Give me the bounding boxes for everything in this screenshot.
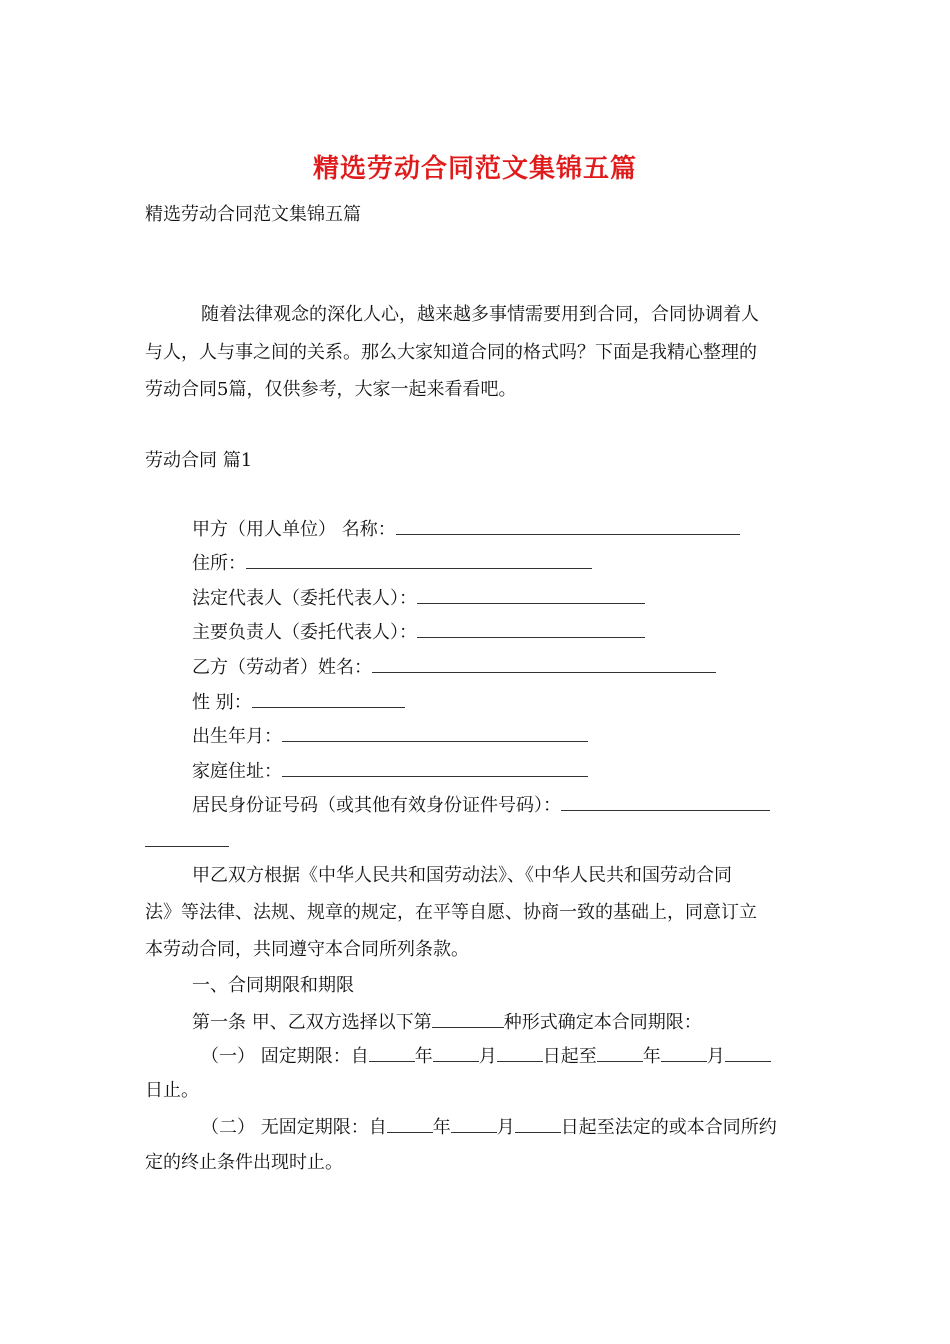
field-id-number (192, 792, 770, 818)
field-party-a-name (192, 516, 740, 542)
field-label: 住所： (192, 553, 246, 574)
document-subtitle: 精选劳动合同范文集锦五篇 (145, 204, 361, 225)
blank-line (661, 1043, 707, 1062)
section-heading: 劳动合同 篇1 (145, 450, 253, 471)
blank-line (433, 1043, 479, 1062)
field-label: 甲方（用人单位） 名称： (192, 519, 396, 540)
preamble-line-1: 甲乙双方根据《中华人民共和国劳动法》、《中华人民共和国劳动合同 (192, 865, 732, 886)
field-address (192, 550, 592, 576)
month-label: 月 (496, 1117, 515, 1138)
blank-line (597, 1043, 643, 1062)
blank-line (145, 828, 229, 847)
year-label: 年 (414, 1046, 433, 1067)
document-title: 精选劳动合同范文集锦五篇 (312, 154, 637, 184)
field-principal (192, 619, 645, 645)
blank-line (372, 654, 716, 673)
option-one-end: 日止。 (145, 1080, 199, 1101)
year-label: 年 (432, 1117, 451, 1138)
option-two-rest: 日起至法定的或本合同所约 (560, 1117, 777, 1138)
intro-line-2: 与人，人与事之间的关系。那么大家知道合同的格式吗？下面是我精心整理的 (145, 342, 757, 363)
option-two (201, 1114, 777, 1140)
field-gender (192, 689, 405, 715)
chapter-one-heading: 一、合同期限和期限 (192, 975, 354, 996)
field-label: 居民身份证号码（或其他有效身份证件号码）： (192, 795, 561, 816)
month-label: 月 (478, 1046, 497, 1067)
blank-line (282, 758, 588, 777)
field-party-b-name (192, 654, 716, 680)
blank-line (561, 792, 770, 811)
blank-line (417, 619, 645, 638)
blank-line (369, 1043, 415, 1062)
field-label: 主要负责人（委托代表人）： (192, 622, 417, 643)
field-label: 出生年月： (192, 726, 282, 747)
blank-line (417, 585, 645, 604)
option-two-end: 定的终止条件出现时止。 (145, 1152, 343, 1173)
blank-line (515, 1114, 561, 1133)
field-id-number-continued (145, 828, 229, 854)
blank-line (282, 723, 588, 742)
blank-line (451, 1114, 497, 1133)
option-one-label: （一） 固定期限：自 (201, 1046, 369, 1067)
blank-line (497, 1043, 543, 1062)
blank-line (432, 1009, 504, 1028)
article-one-prefix: 第一条 甲、乙双方选择以下第 (192, 1012, 432, 1033)
field-birth (192, 723, 588, 749)
article-one (192, 1009, 702, 1035)
field-label: 法定代表人（委托代表人）： (192, 588, 417, 609)
field-legal-rep (192, 585, 645, 611)
blank-line (387, 1114, 433, 1133)
blank-line (396, 516, 740, 535)
blank-line (725, 1043, 771, 1062)
preamble-line-2: 法》等法律、法规、规章的规定，在平等自愿、协商一致的基础上，同意订立 (145, 902, 757, 923)
field-label: 家庭住址： (192, 761, 282, 782)
intro-line-3: 劳动合同5篇，仅供参考，大家一起来看看吧。 (145, 379, 517, 400)
field-label: 性 别： (192, 692, 252, 713)
field-label: 乙方（劳动者）姓名： (192, 657, 372, 678)
intro-line-1: 随着法律观念的深化人心，越来越多事情需要用到合同，合同协调着人 (201, 304, 759, 325)
article-one-suffix: 种形式确定本合同期限： (503, 1012, 702, 1033)
year-label: 年 (642, 1046, 661, 1067)
preamble-line-3: 本劳动合同，共同遵守本合同所列条款。 (145, 939, 469, 960)
blank-line (252, 689, 405, 708)
option-one (201, 1043, 771, 1069)
blank-line (246, 550, 592, 569)
field-home-address (192, 758, 588, 784)
option-two-label: （二） 无固定期限：自 (201, 1117, 387, 1138)
day-from-label: 日起至 (542, 1046, 597, 1067)
month-label: 月 (706, 1046, 725, 1067)
